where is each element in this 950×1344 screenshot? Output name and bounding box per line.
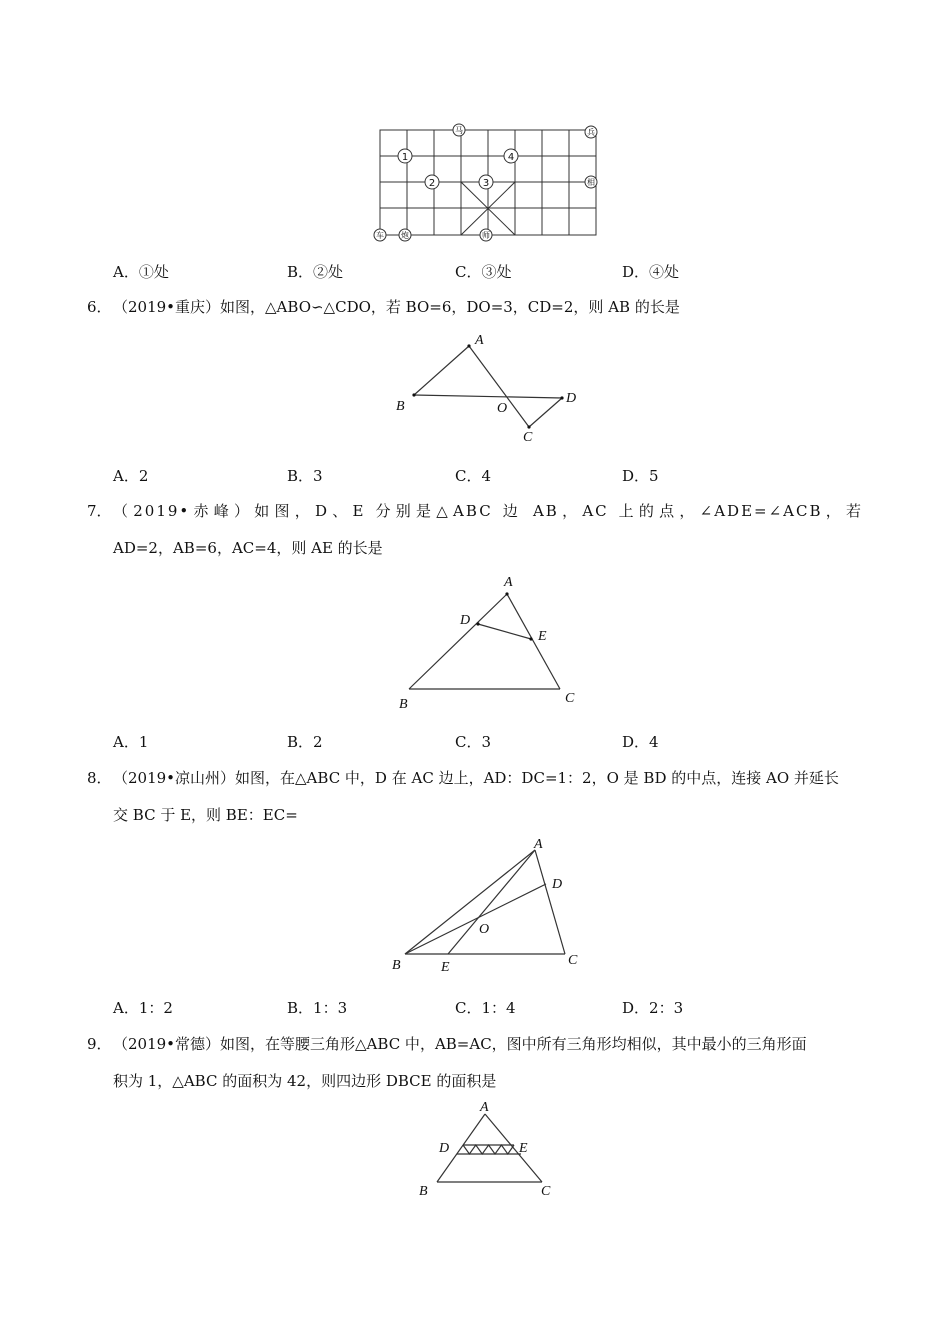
q9-label-a: A: [480, 1100, 489, 1115]
q9-stem-line2: 积为 1，△ABC 的面积为 42，则四边形 DBCE 的面积是: [113, 1072, 497, 1090]
q7-label-b: B: [399, 697, 408, 712]
piece-general: 师: [482, 231, 490, 240]
piece-elephant: 相: [587, 178, 595, 187]
q5-option-d[interactable]: D．④处: [622, 263, 680, 281]
q8-label-e: E: [441, 960, 450, 975]
q8-label-d: D: [552, 877, 563, 892]
q8-label-b: B: [392, 958, 401, 973]
piece-chariot: 车: [376, 231, 384, 240]
q7-option-b[interactable]: B．2: [287, 733, 323, 751]
q6-label-c: C: [523, 430, 533, 445]
q6-stem: （2019•重庆）如图，△ABO∽△CDO，若 BO=6，DO=3，CD=2，则 AB 的长是: [113, 298, 680, 316]
mark-2: 2: [428, 178, 436, 189]
q9-figure: [405, 1098, 565, 1203]
q7-option-d[interactable]: D．4: [622, 733, 659, 751]
q6-label-o: O: [497, 401, 508, 416]
q7-stem-line2: AD=2，AB=6，AC=4，则 AE 的长是: [113, 539, 383, 557]
q8-label-a: A: [534, 837, 543, 852]
q9-label-b: B: [419, 1184, 428, 1199]
q8-label-o: O: [479, 922, 490, 937]
q7-label-d: D: [460, 613, 471, 628]
q6-option-c[interactable]: C．4: [455, 467, 492, 485]
q8-option-d[interactable]: D．2：3: [622, 999, 684, 1017]
q5-option-b[interactable]: B．②处: [287, 263, 344, 281]
q6-label-d: D: [566, 391, 577, 406]
q7-label-e: E: [538, 629, 547, 644]
q7-label-a: A: [504, 575, 513, 590]
q6-label-a: A: [475, 333, 484, 348]
q7-stem-line1: （2019•赤峰）如图，D、E 分别是△ABC 边 AB，AC 上的点，∠ADE=∠ACB，若: [113, 502, 863, 520]
q9-label-e: E: [519, 1141, 528, 1156]
q5-option-c[interactable]: C．③处: [455, 263, 512, 281]
q8-figure: [385, 833, 595, 978]
q9-label-c: C: [541, 1184, 551, 1199]
mark-3: 3: [482, 178, 490, 189]
mark-4: 4: [507, 152, 515, 163]
chess-board-figure: [365, 118, 610, 248]
q6-label-b: B: [396, 399, 405, 414]
q8-option-a[interactable]: A．1：2: [113, 999, 173, 1017]
q7-option-a[interactable]: A．1: [113, 733, 149, 751]
q7-number: 7．: [87, 502, 112, 520]
piece-cannon: 炮: [401, 231, 409, 240]
q9-label-d: D: [439, 1141, 450, 1156]
q6-figure: [390, 328, 590, 446]
q8-stem-line2: 交 BC 于 E，则 BE：EC=: [113, 806, 298, 824]
q8-option-b[interactable]: B．1：3: [287, 999, 348, 1017]
q7-label-c: C: [565, 691, 575, 706]
q6-option-a[interactable]: A．2: [113, 467, 149, 485]
q7-figure: [390, 570, 590, 715]
q6-option-b[interactable]: B．3: [287, 467, 323, 485]
q8-stem-line1: （2019•凉山州）如图，在△ABC 中，D 在 AC 边上，AD：DC=1：2，O 是 BD 的中点，连接 AO 并延长: [113, 769, 839, 787]
piece-horse: 马: [455, 126, 463, 135]
q6-option-d[interactable]: D．5: [622, 467, 659, 485]
q5-option-a[interactable]: A．①处: [113, 263, 169, 281]
piece-soldier: 兵: [587, 128, 595, 137]
q8-option-c[interactable]: C．1：4: [455, 999, 516, 1017]
q7-option-c[interactable]: C．3: [455, 733, 492, 751]
q9-number: 9．: [87, 1035, 112, 1053]
q9-stem-line1: （2019•常德）如图，在等腰三角形△ABC 中，AB=AC，图中所有三角形均相似，其中最小的三角形面: [113, 1035, 807, 1053]
q8-number: 8．: [87, 769, 112, 787]
q8-label-c: C: [568, 953, 578, 968]
q6-number: 6．: [87, 298, 112, 316]
mark-1: 1: [401, 152, 409, 163]
